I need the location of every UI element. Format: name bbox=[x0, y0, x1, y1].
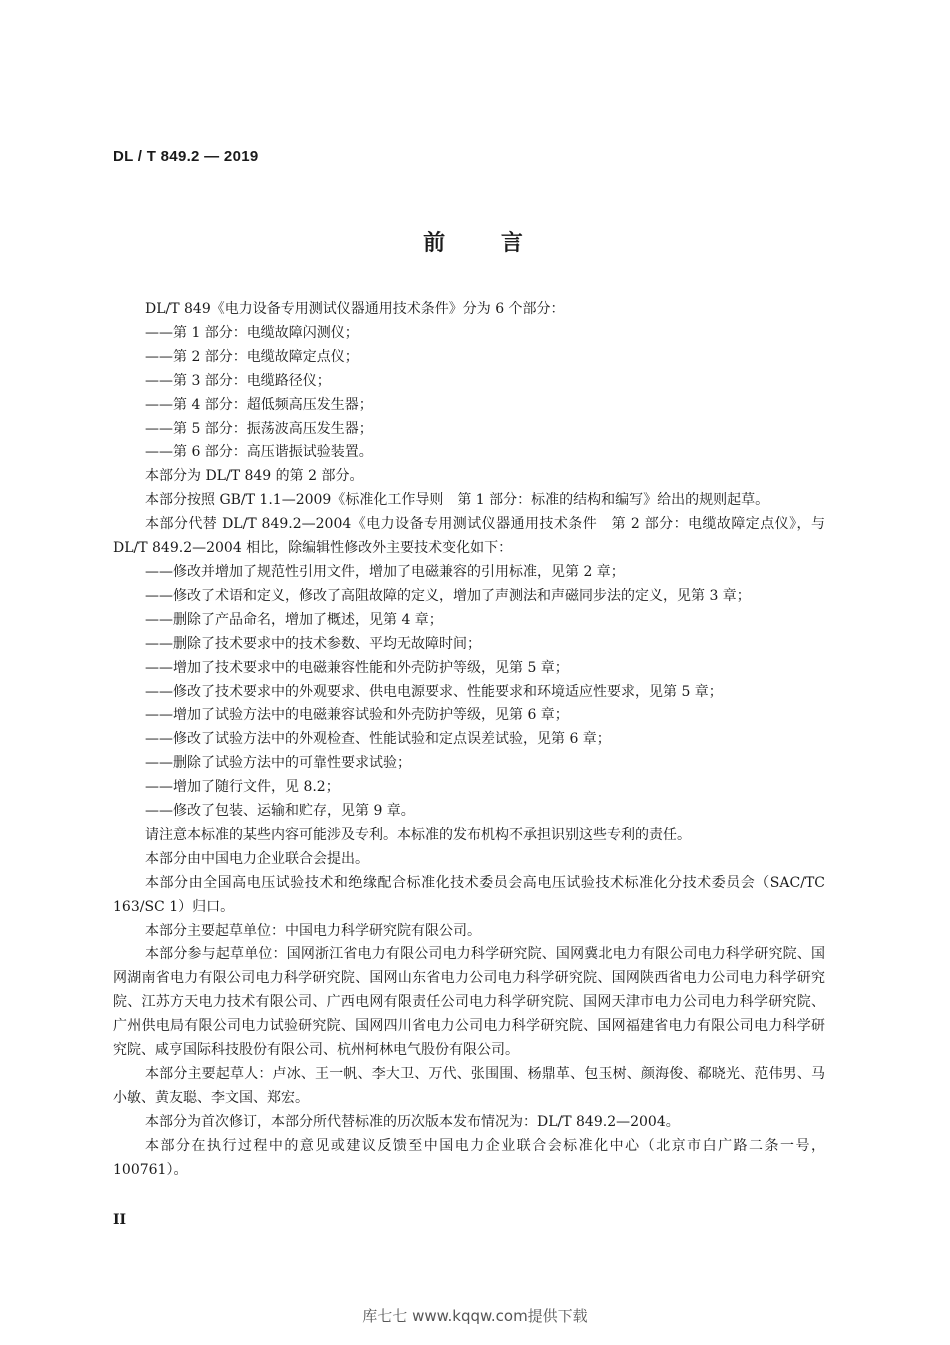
list-item: ——第 5 部分：振荡波高压发生器； bbox=[145, 420, 373, 437]
foreword-body bbox=[113, 298, 825, 1183]
paragraph: 本部分为 DL/T 849 的第 2 部分。 bbox=[145, 468, 364, 485]
download-footer: 库七七 www.kqqw.com提供下载 bbox=[362, 1307, 588, 1325]
list-item: ——修改了技术要求中的外观要求、供电电源要求、性能要求和环境适应性要求，见第 5 章； bbox=[145, 683, 723, 700]
paragraph: DL/T 849《电力设备专用测试仪器通用技术条件》分为 6 个部分： bbox=[145, 301, 565, 317]
paragraph: 本部分主要起草人：卢冰、王一帆、李大卫、万代、张围围、杨鼎革、包玉树、颜海俊、郗晓光、范伟男、马小敏、黄友聪、李文国、郑宏。 bbox=[113, 1066, 825, 1106]
list-item: ——第 6 部分：高压谐振试验装置。 bbox=[145, 444, 373, 461]
paragraph: 本部分由全国高电压试验技术和绝缘配合标准化技术委员会高电压试验技术标准化分技术委员会（SAC/TC 163/SC 1）归口。 bbox=[113, 874, 825, 915]
list-item: ——删除了技术要求中的技术参数、平均无故障时间； bbox=[145, 635, 481, 652]
list-item: ——第 3 部分：电缆路径仪； bbox=[145, 372, 331, 389]
list-item: ——删除了试验方法中的可靠性要求试验； bbox=[145, 755, 411, 772]
list-item: ——修改了术语和定义，修改了高阻故障的定义，增加了声测法和声磁同步法的定义，见第 3 章； bbox=[145, 587, 751, 604]
list-item: ——修改并增加了规范性引用文件，增加了电磁兼容的引用标准，见第 2 章； bbox=[145, 563, 625, 580]
paragraph: 本部分为首次修订，本部分所代替标准的历次版本发布情况为：DL/T 849.2—2004。 bbox=[145, 1113, 680, 1130]
paragraph: 本部分代替 DL/T 849.2—2004《电力设备专用测试仪器通用技术条件 第 2 部分：电缆故障定点仪》，与 DL/T 849.2—2004 相比，除编辑性修改外主要技术变化如下： bbox=[113, 516, 825, 557]
list-item: ——增加了技术要求中的电磁兼容性能和外壳防护等级，见第 5 章； bbox=[145, 659, 569, 676]
page-number: II bbox=[113, 1212, 127, 1228]
paragraph: 请注意本标准的某些内容可能涉及专利。本标准的发布机构不承担识别这些专利的责任。 bbox=[145, 826, 691, 843]
list-item: ——删除了产品命名，增加了概述，见第 4 章； bbox=[145, 611, 443, 628]
standard-code: DL / T 849.2 — 2019 bbox=[113, 148, 259, 165]
list-item: ——第 1 部分：电缆故障闪测仪； bbox=[145, 324, 359, 341]
page-title: 前 言 bbox=[423, 231, 547, 256]
list-item: ——增加了随行文件，见 8.2； bbox=[145, 779, 340, 796]
paragraph: 本部分参与起草单位：国网浙江省电力有限公司电力科学研究院、国网冀北电力有限公司电力科学研究院、国网湖南省电力有限公司电力科学研究院、国网山东省电力公司电力科学研究院、国网陕西省电力公司电力科学研究院、江苏方天电力技术有限公司、广西电网有限责任公司电力科学研究院、国网天津市电力公司电力科学研究院、广州供电局有限公司电力试验研究院、国网四川省电力公司电力科学研究院、国网福建省电力有限公司电力科学研究院、咸亨国际科技股份有限公司、杭州柯林电气股份有限公司。 bbox=[113, 946, 825, 1059]
list-item: ——增加了试验方法中的电磁兼容试验和外壳防护等级，见第 6 章； bbox=[145, 707, 569, 724]
list-item: ——修改了包装、运输和贮存，见第 9 章。 bbox=[145, 803, 415, 820]
list-item: ——修改了试验方法中的外观检查、性能试验和定点误差试验，见第 6 章； bbox=[145, 731, 611, 748]
list-item: ——第 4 部分：超低频高压发生器； bbox=[145, 396, 373, 413]
paragraph: 本部分由中国电力企业联合会提出。 bbox=[145, 850, 369, 867]
list-item: ——第 2 部分：电缆故障定点仪； bbox=[145, 348, 359, 365]
paragraph: 本部分主要起草单位：中国电力科学研究院有限公司。 bbox=[145, 922, 481, 939]
paragraph: 本部分按照 GB/T 1.1—2009《标准化工作导则 第 1 部分：标准的结构和编写》给出的规则起草。 bbox=[145, 492, 770, 509]
paragraph: 本部分在执行过程中的意见或建议反馈至中国电力企业联合会标准化中心（北京市白广路二条一号，100761）。 bbox=[113, 1137, 825, 1178]
